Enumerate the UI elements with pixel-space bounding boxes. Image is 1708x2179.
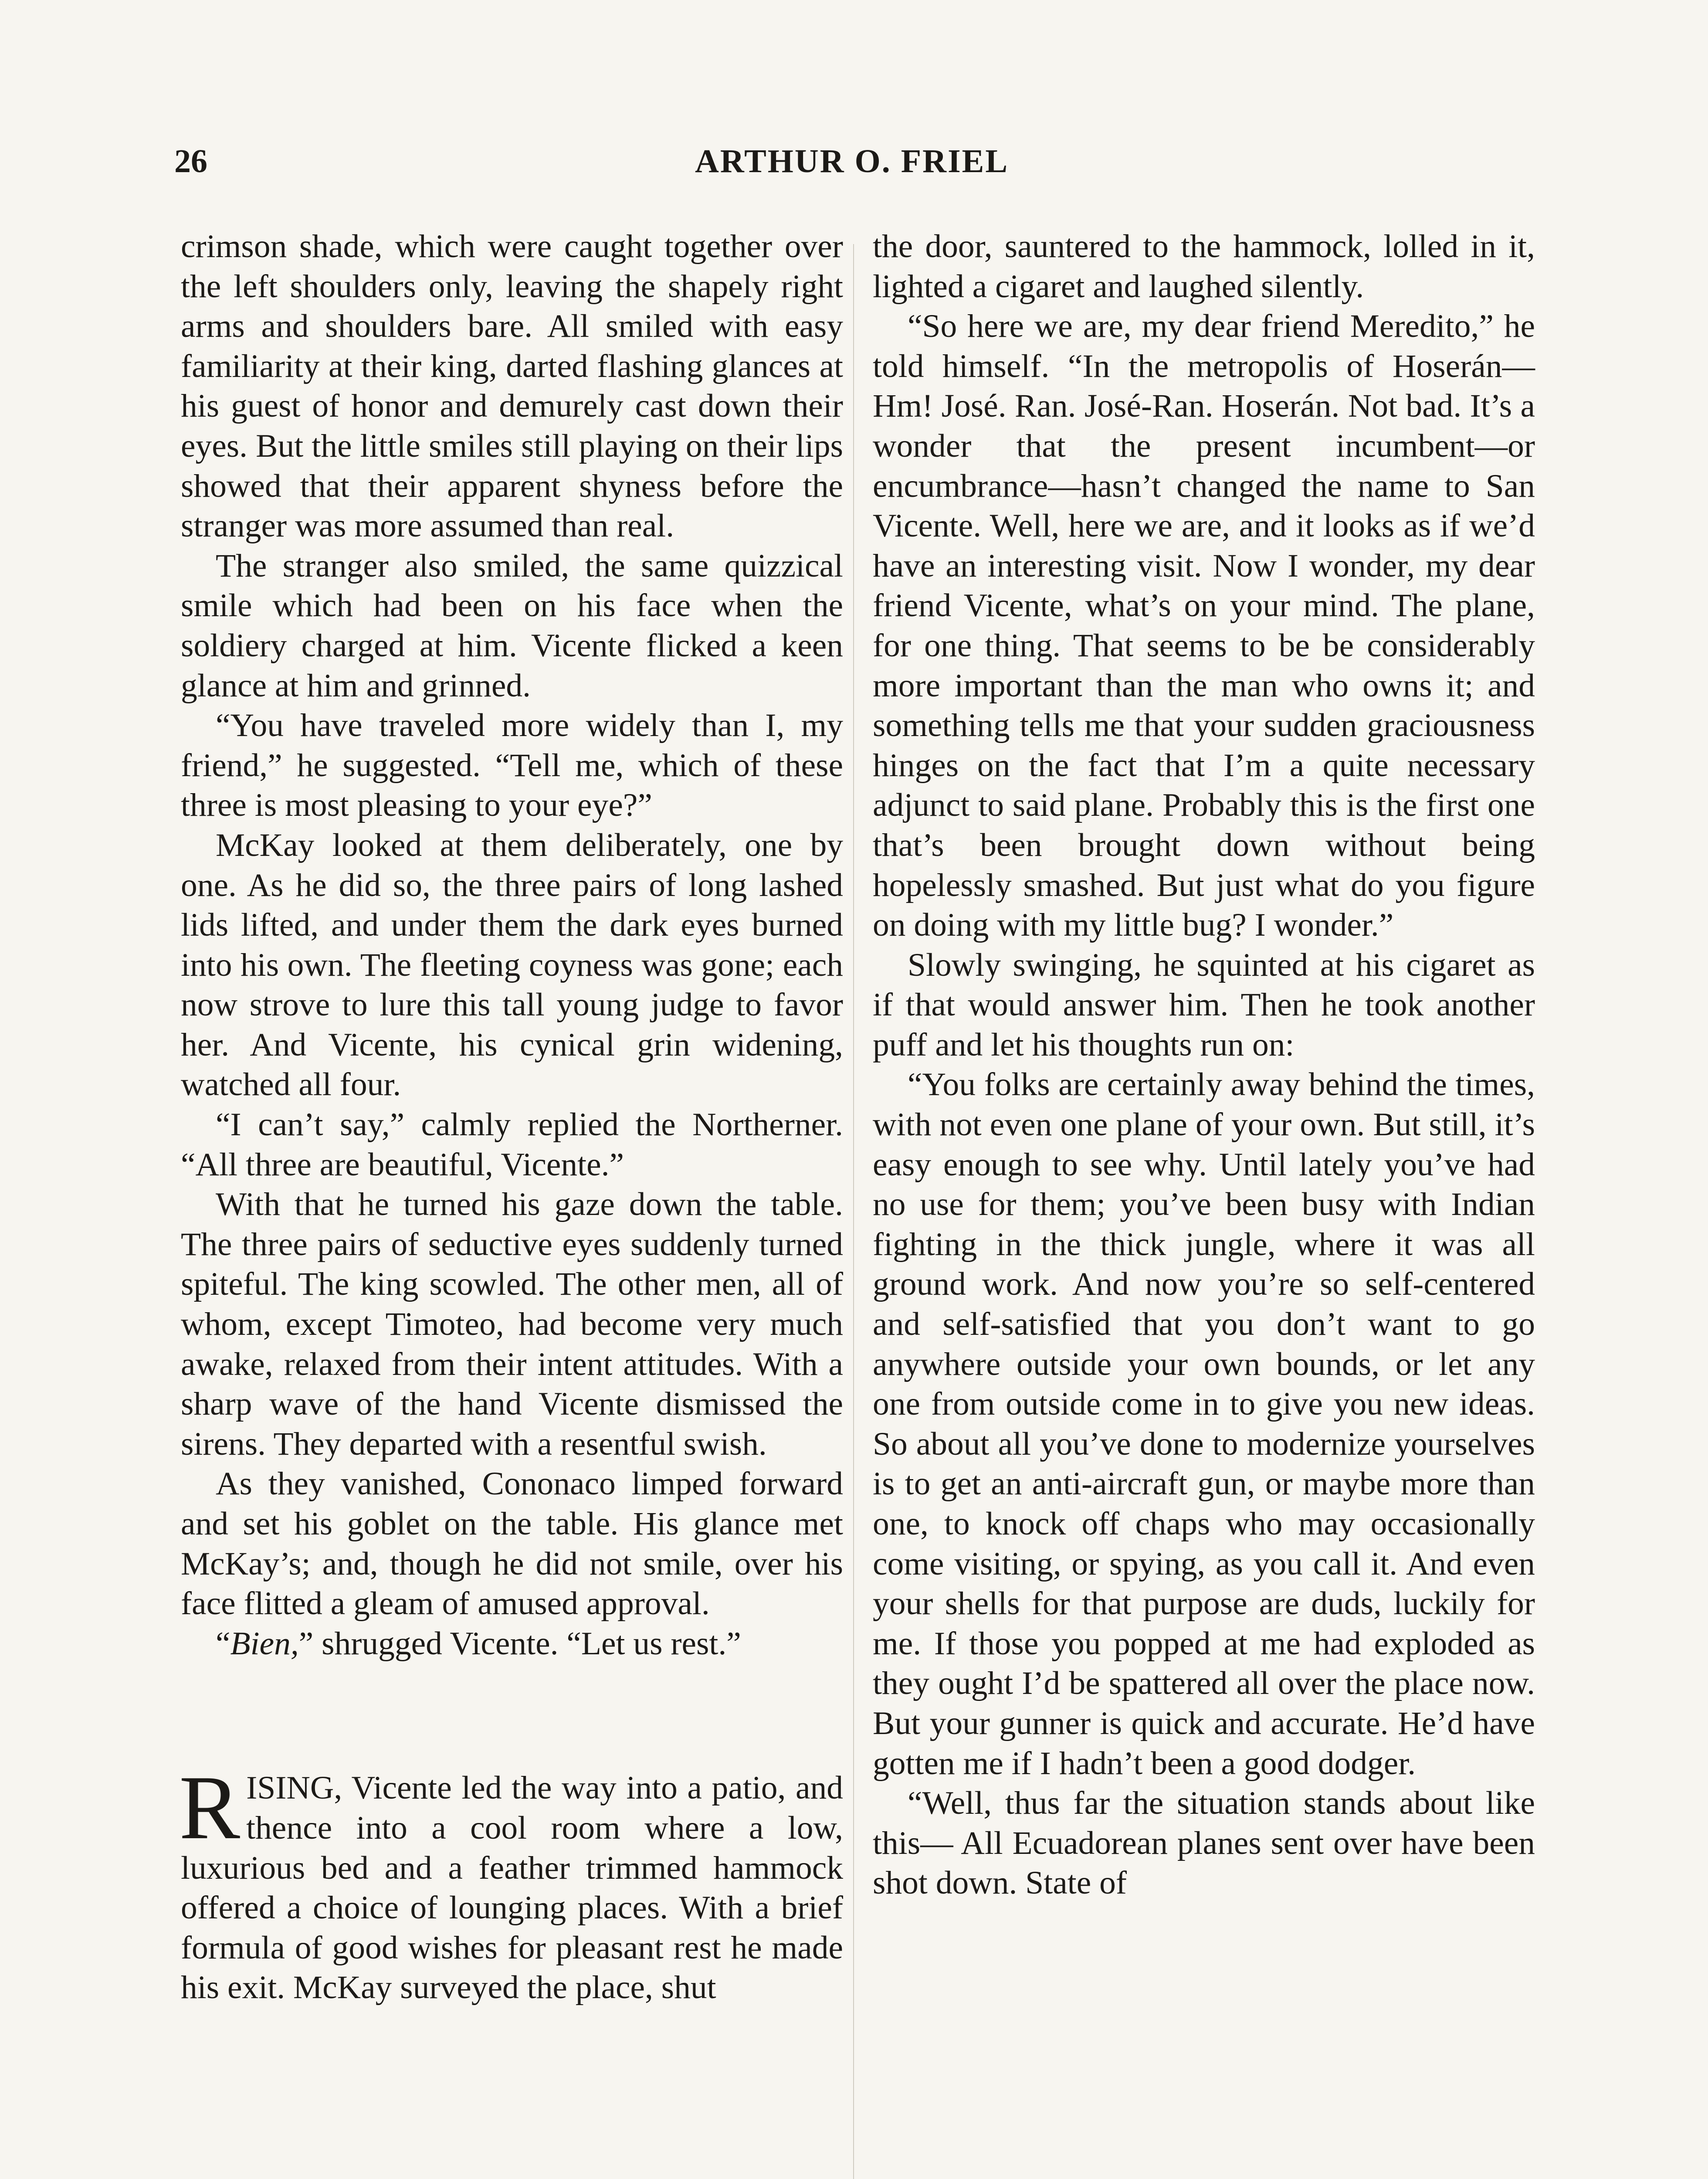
paragraph: “You have traveled more widely than I, my friend,” he suggested. “Tell me, which of these three is most pleasing to your eye?”: [181, 707, 843, 824]
paragraph: “I can’t say,” calmly replied the Northerner. “All three are beautiful, Vicente.”: [181, 1106, 843, 1183]
section-opening-paragraph: [179, 1757, 843, 2008]
paragraph: [181, 1624, 843, 1664]
running-head: ARTHUR O. FRIEL: [695, 143, 1009, 180]
paragraph: McKay looked at them deliberately, one by one. As he did so, the three pairs of long lashed lids lifted, and under them the dark eyes burned into his own. The fleeting coyness was gone; each now strove to lure this tall young judge to favor her. And Vicente, his cynical grin widening, watched all four.: [181, 827, 843, 1103]
left-column: [181, 227, 843, 2008]
paragraph-rest: Vicente led the way into a patio, and thence into a cool room where a low, luxurious bed and a feather trimmed hammock offered a choice of lounging places. With a brief formula of good wishes for pleasant rest he made his exit. McKay surveyed the place, shut: [181, 1770, 843, 2006]
column-divider: [853, 244, 854, 2179]
paragraph: “Well, thus far the situation stands about like this— All Ecuadorean planes sent over have been shot down. State of: [873, 1785, 1535, 1901]
open-quote: “: [216, 1625, 230, 1662]
right-column: [873, 227, 1535, 1903]
paragraph: With that he turned his gaze down the table. The three pairs of seductive eyes suddenly turned spiteful. The king scowled. The other men, all of whom, except Timoteo, had become very much awake, relaxed from their intent attitudes. With a sharp wave of the hand Vicente dismissed the sirens. They departed with a resentful swish.: [181, 1186, 843, 1462]
italic-word: Bien,: [230, 1625, 299, 1662]
paragraph: Slowly swinging, he squinted at his cigaret as if that would answer him. Then he took another puff and let his thoughts run on:: [873, 947, 1535, 1063]
paragraph: The stranger also smiled, the same quizzical smile which had been on his face when the soldiery charged at him. Vicente flicked a keen glance at him and grinned.: [181, 547, 843, 704]
drop-cap: R: [179, 1757, 241, 1859]
paragraph-rest: ” shrugged Vicente. “Let us rest.”: [298, 1625, 741, 1662]
paragraph: the door, sauntered to the hammock, lolled in it, lighted a cigaret and laughed silently.: [873, 228, 1535, 305]
section-break: [181, 1663, 843, 1768]
small-caps-lead: ISING,: [246, 1770, 342, 1806]
page-header: [174, 131, 1529, 192]
paragraph: “So here we are, my dear friend Meredito,” he told himself. “In the metropolis of Hoserán— Hm! José. Ran. José-Ran. Hoserán. Not bad. It’s a wonder that the present incumbent—or encumbrance—hasn’t changed the name to San Vicente. Well, here we are, and it looks as if we’d have an interesting visit. Now I wonder, my dear friend Vicente, what’s on your mind. The plane, for one thing. That seems to be be considerably more important than the man who owns it; and something tells me that your sudden graciousness hinges on the fact that I’m a quite necessary adjunct to said plane. Probably this is the first one that’s been brought down without being hopelessly smashed. But just what do you figure on doing with my little bug? I wonder.”: [873, 308, 1535, 944]
paragraph: As they vanished, Cononaco limped forward and set his goblet on the table. His glance met McKay’s; and, though he did not smile, over his face flitted a gleam of amused approval.: [181, 1466, 843, 1622]
paragraph: “You folks are certainly away behind the times, with not even one plane of your own. But still, it’s easy enough to see why. Until lately you’ve had no use for them; you’ve been busy with Indian fighting in the thick jungle, where it was all ground work. And now you’re so self-centered and self-satisfied that you don’t want to go anywhere outside your own bounds, or let any one from outside come in to give you new ideas. So about all you’ve done to modernize yourselves is to get an anti-aircraft gun, or maybe more than one, to knock off chaps who may occasionally come visiting, or spying, as you call it. And even your shells for that purpose are duds, luckily for me. If those you popped at me had exploded as they ought I’d be spattered all over the place now. But your gunner is quick and accurate. He’d have gotten me if I hadn’t been a good dodger.: [873, 1066, 1535, 1782]
page-number: 26: [174, 143, 207, 180]
paragraph: crimson shade, which were caught together over the left shoulders only, leaving the shapely right arms and shoulders bare. All smiled with easy familiarity at their king, darted flashing glances at his guest of honor and demurely cast down their eyes. But the little smiles still playing on their lips showed that their apparent shyness before the stranger was more assumed than real.: [181, 228, 843, 544]
